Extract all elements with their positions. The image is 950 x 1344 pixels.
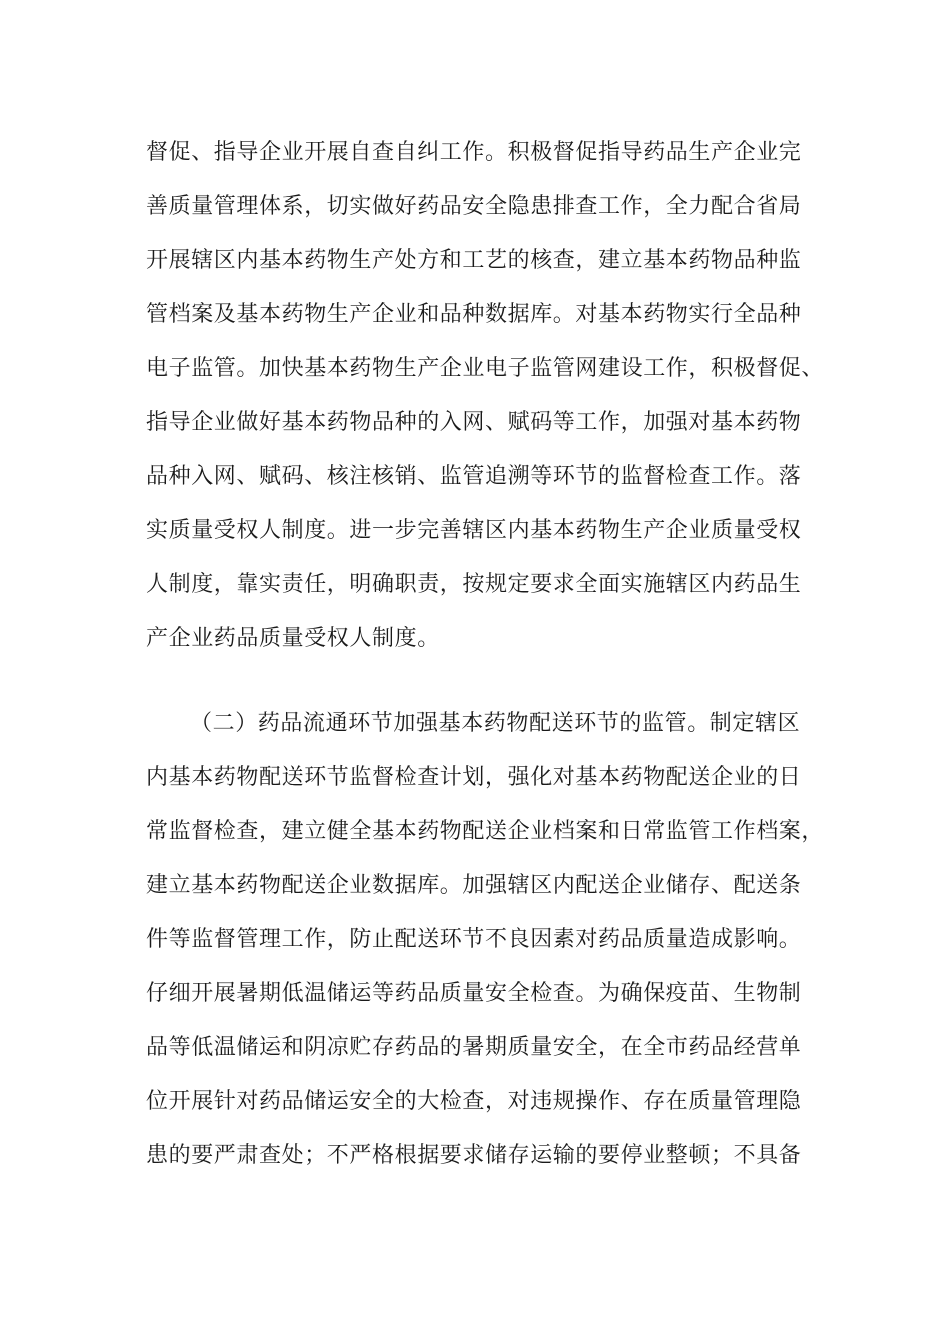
paragraph-1-line-7: 品种入网、赋码、核注核销、监管追溯等环节的监督检查工作。落 [146,464,802,489]
paragraph-2-line-7: 品等低温储运和阴凉贮存药品的暑期质量安全，在全市药品经营单 [146,1035,802,1060]
paragraph-1-line-1: 督促、指导企业开展自查自纠工作。积极督促指导药品生产企业完 [146,140,802,165]
paragraph-1-line-4: 管档案及基本药物生产企业和品种数据库。对基本药物实行全品种 [146,302,802,327]
paragraph-1-line-8: 实质量受权人制度。进一步完善辖区内基本药物生产企业质量受权 [146,518,802,543]
paragraph-1-line-10: 产企业药品质量受权人制度。 [146,626,440,651]
paragraph-2-line-1: （二）药品流通环节加强基本药物配送环节的监管。制定辖区 [190,711,801,736]
paragraph-1-line-5: 电子监管。加快基本药物生产企业电子监管网建设工作，积极督促、 [146,356,825,381]
paragraph-2-line-4: 建立基本药物配送企业数据库。加强辖区内配送企业储存、配送条 [146,873,802,898]
paragraph-1-line-6: 指导企业做好基本药物品种的入网、赋码等工作，加强对基本药物 [146,410,802,435]
paragraph-2-line-2: 内基本药物配送环节监督检查计划，强化对基本药物配送企业的日 [146,765,802,790]
paragraph-2-line-9: 患的要严肃查处；不严格根据要求储存运输的要停业整顿；不具备 [146,1143,802,1168]
paragraph-1-line-3: 开展辖区内基本药物生产处方和工艺的核查，建立基本药物品种监 [146,248,802,273]
paragraph-2-line-6: 仔细开展暑期低温储运等药品质量安全检查。为确保疫苗、生物制 [146,981,802,1006]
paragraph-1-line-2: 善质量管理体系，切实做好药品安全隐患排查工作，全力配合省局 [146,194,802,219]
paragraph-2-line-3: 常监督检查，建立健全基本药物配送企业档案和日常监管工作档案， [146,819,825,844]
paragraph-2-line-8: 位开展针对药品储运安全的大检查，对违规操作、存在质量管理隐 [146,1089,802,1114]
paragraph-2-line-5: 件等监督管理工作，防止配送环节不良因素对药品质量造成影响。 [146,927,802,952]
paragraph-1-line-9: 人制度，靠实责任，明确职责，按规定要求全面实施辖区内药品生 [146,572,802,597]
